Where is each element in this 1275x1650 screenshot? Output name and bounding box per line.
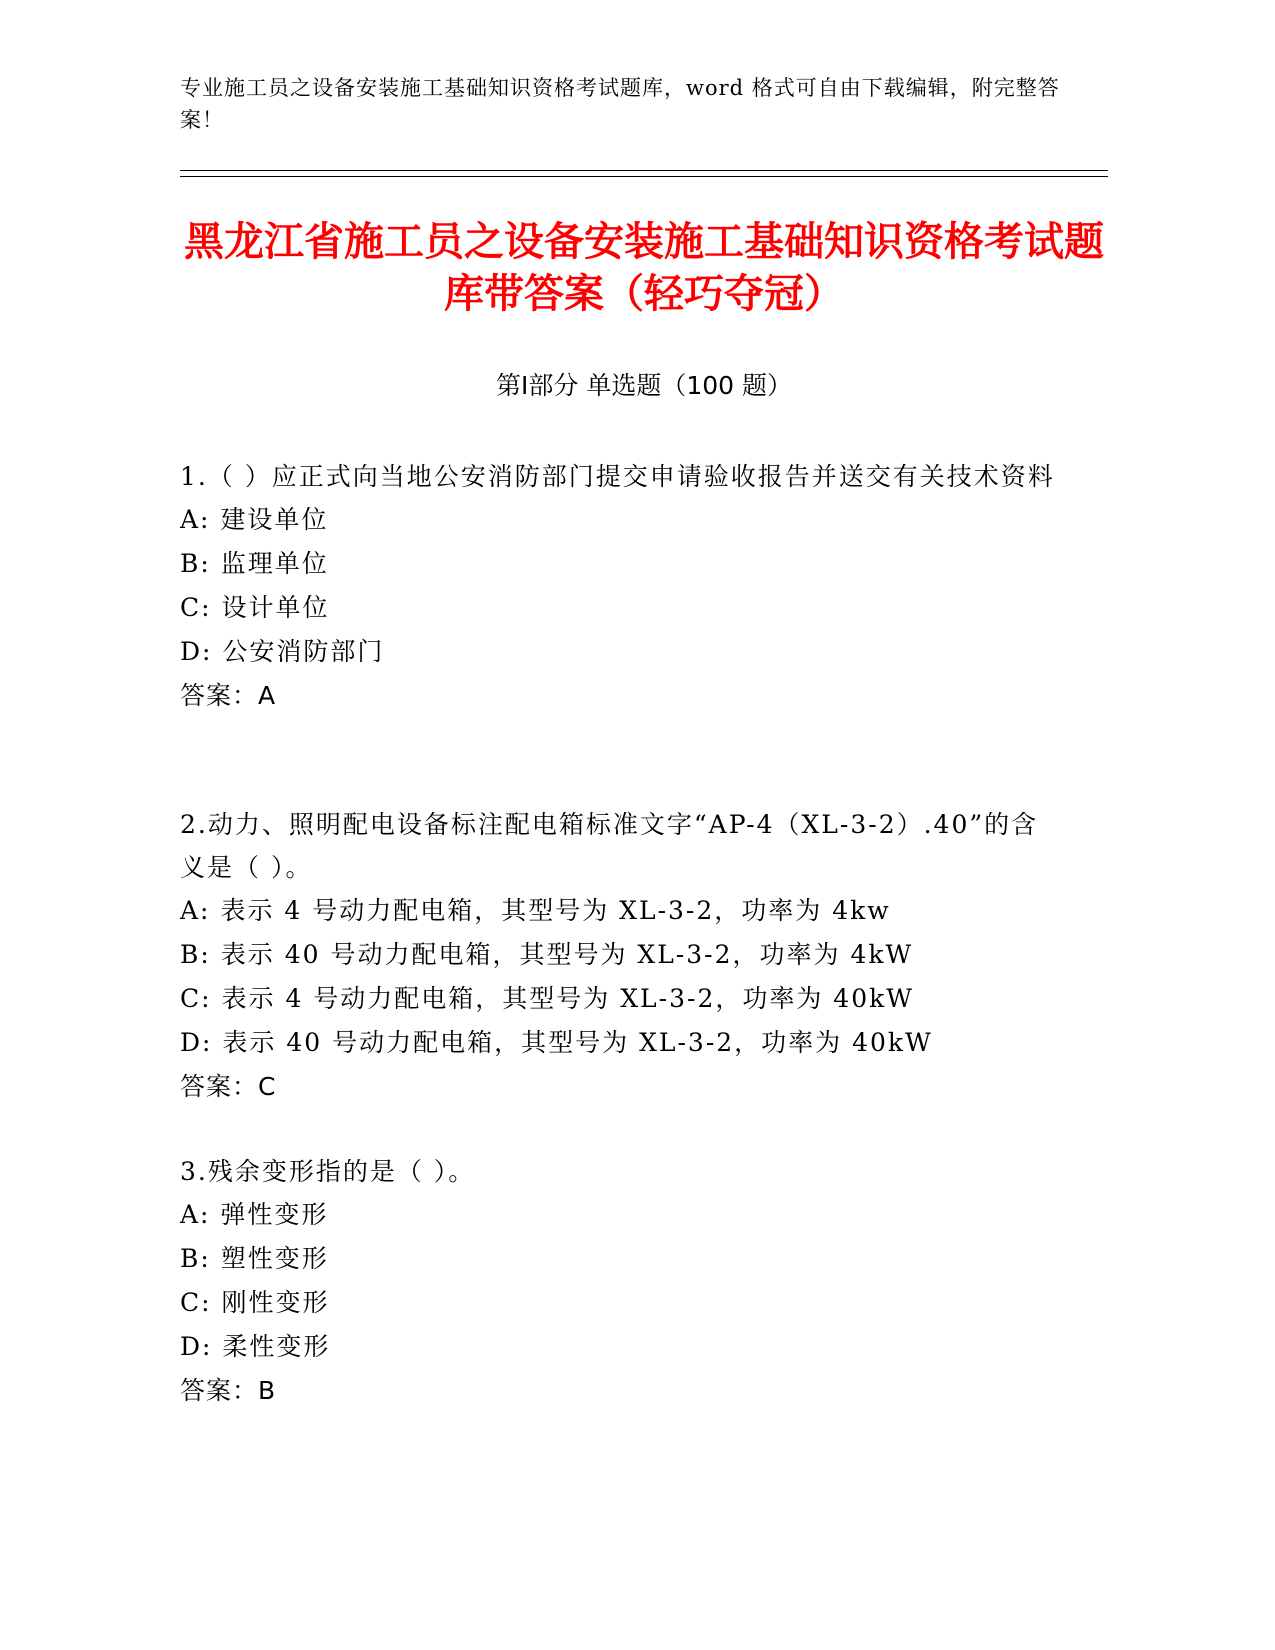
option-b: B: 塑性变形 [180, 1244, 329, 1273]
option-d: D: 表示 40 号动力配电箱，其型号为 XL-3-2，功率为 40kW [180, 1028, 933, 1057]
header-rule-top [180, 170, 1108, 171]
question-1 [180, 455, 1060, 718]
option-c: C: 表示 4 号动力配电箱，其型号为 XL-3-2，功率为 40kW [180, 984, 914, 1013]
question-stem: 1.（ ）应正式向当地公安消防部门提交申请验收报告并送交有关技术资料 [180, 462, 1055, 491]
option-a: A: 弹性变形 [180, 1200, 329, 1229]
answer: 答案：C [180, 1072, 277, 1101]
option-d: D: 柔性变形 [180, 1332, 331, 1361]
question-stem: 3.残余变形指的是（ ）。 [180, 1157, 476, 1186]
header-rule-bottom [180, 176, 1108, 177]
question-stem: 2.动力、照明配电设备标注配电箱标准文字“AP-4（XL-3-2）.40”的含义是（ ）。 [180, 810, 1039, 882]
section-heading: 第Ⅰ部分 单选题（100 题） [496, 371, 792, 400]
option-b: B: 监理单位 [180, 549, 329, 578]
header-note: 专业施工员之设备安装施工基础知识资格考试题库，word 格式可自由下载编辑，附完整答案！ [180, 76, 1060, 132]
option-d: D: 公安消防部门 [180, 637, 385, 666]
answer: 答案：B [180, 1376, 277, 1405]
question-3 [180, 1150, 1060, 1413]
option-b: B: 表示 40 号动力配电箱，其型号为 XL-3-2，功率为 4kW [180, 940, 914, 969]
question-2 [180, 803, 1060, 1109]
answer: 答案：A [180, 681, 277, 710]
option-a: A: 建设单位 [180, 505, 329, 534]
option-a: A: 表示 4 号动力配电箱，其型号为 XL-3-2，功率为 4kw [180, 896, 891, 925]
document-title: 黑龙江省施工员之设备安装施工基础知识资格考试题库带答案（轻巧夺冠） [184, 219, 1104, 317]
option-c: C: 设计单位 [180, 593, 330, 622]
option-c: C: 刚性变形 [180, 1288, 330, 1317]
